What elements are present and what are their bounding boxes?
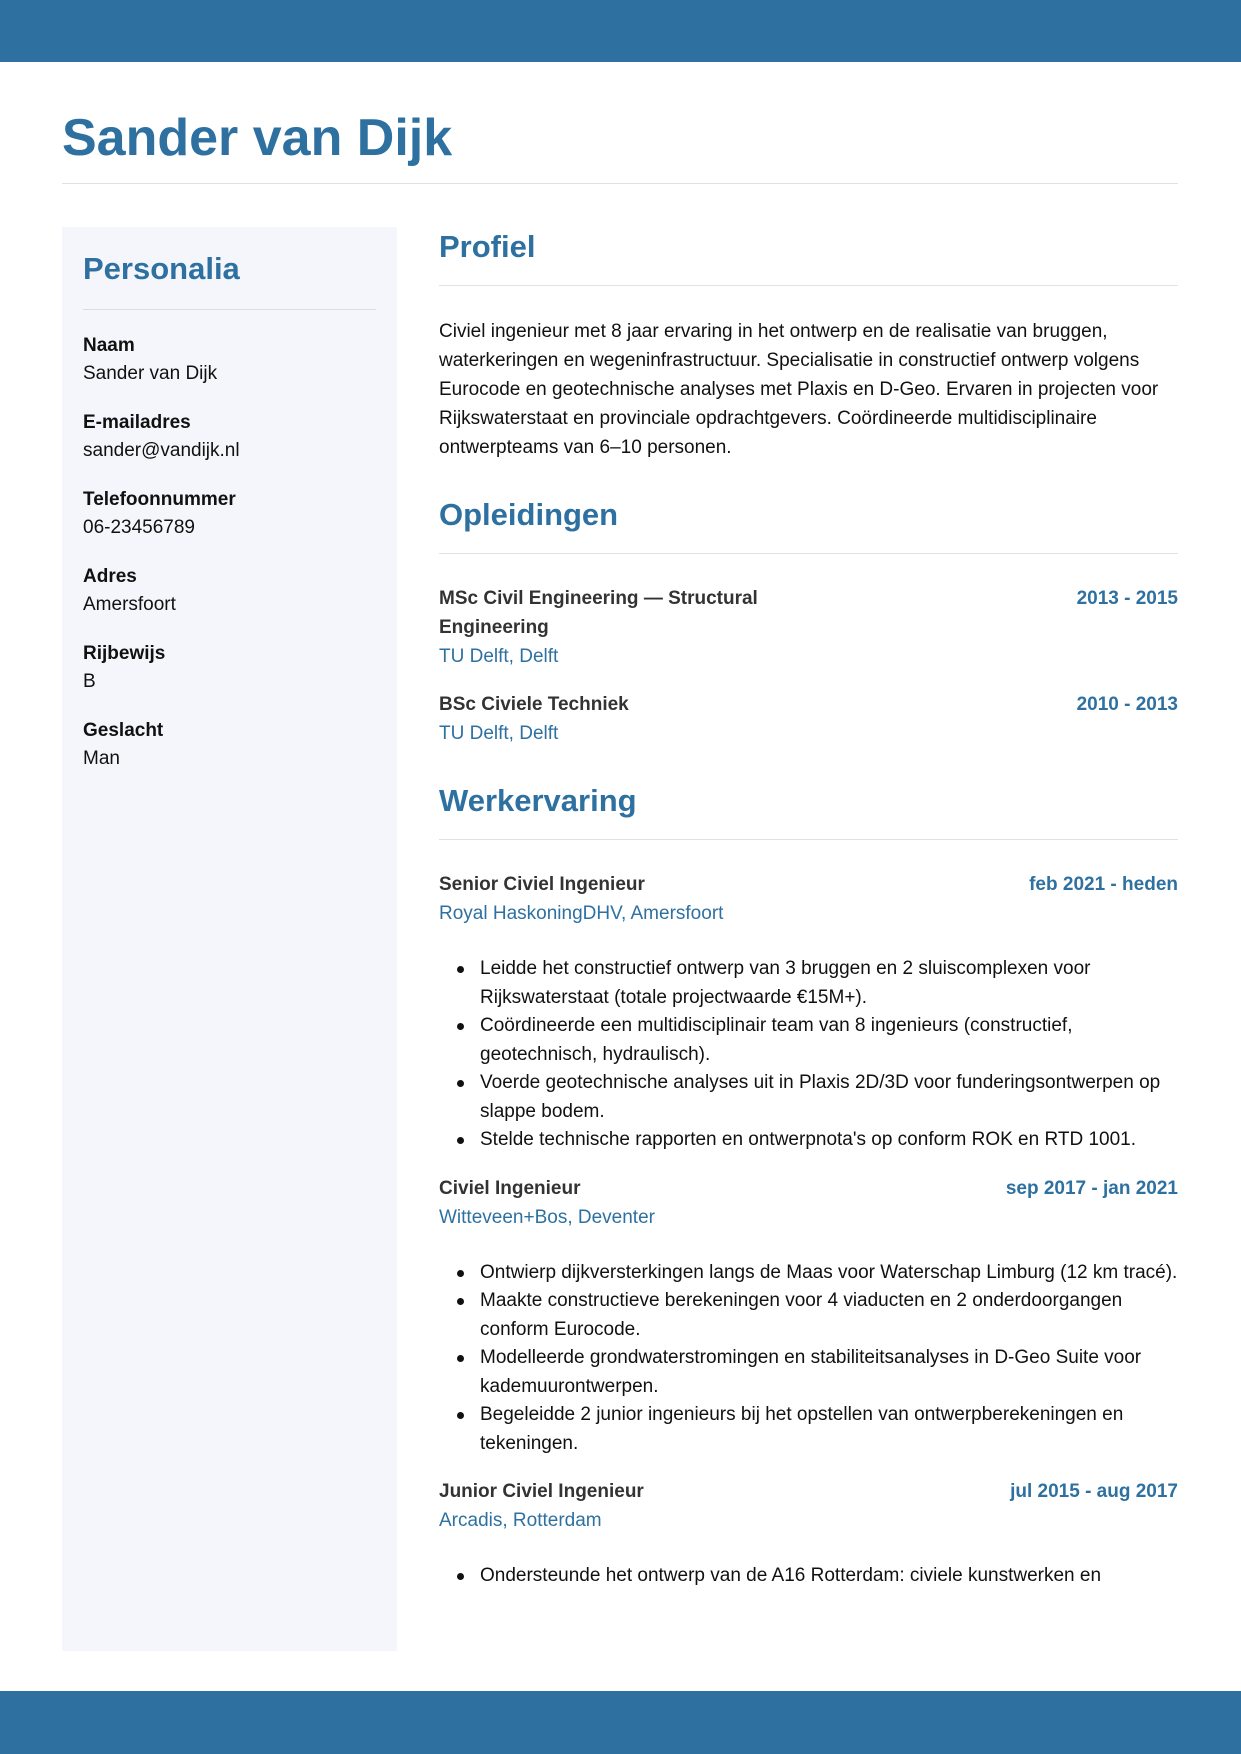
experience-entry [439, 1174, 1178, 1459]
experience-section [439, 778, 1178, 1591]
personalia-title: Personalia [83, 251, 240, 286]
personalia-value: Sander van Dijk [83, 363, 218, 384]
job-employer: Witteveen+Bos, Deventer [439, 1206, 655, 1228]
section-divider [439, 553, 1178, 554]
personalia-item-rijbewijs [83, 640, 376, 696]
personalia-item-naam [83, 332, 376, 388]
education-dates: 2013 - 2015 [1076, 588, 1178, 609]
personalia-item-geslacht [83, 717, 376, 773]
profile-title: Profiel [439, 229, 536, 264]
main-content [439, 224, 1178, 1591]
profile-section [439, 224, 1178, 462]
education-entry [439, 584, 1178, 671]
profile-text: Civiel ingenieur met 8 jaar ervaring in het ontwerp en de realisatie van bruggen, waterkeringen en wegeninfrastructuur. Specialisatie in constructief ontwerp volgens Eurocode en geotechnische analyses met Plaxis en D-Geo. Ervaren in projecten voor Rijkswaterstaat en provinciale opdrachtgevers. Coördineerde multidisciplinaire ontwerpteams van 6–10 personen. [439, 321, 1159, 458]
personalia-label: Geslacht [83, 720, 164, 741]
experience-entry [439, 870, 1178, 1155]
job-bullet-list [439, 955, 1178, 1155]
personalia-label: Naam [83, 335, 135, 356]
job-bullet-list [439, 1562, 1178, 1591]
personalia-label: Adres [83, 566, 137, 587]
experience-title: Werkervaring [439, 783, 637, 818]
job-bullet: Voerde geotechnische analyses uit in Plaxis 2D/3D voor funderingsontwerpen op slappe bodem. [480, 1069, 1178, 1126]
job-bullet-list [439, 1259, 1178, 1459]
education-section [439, 492, 1178, 748]
job-bullet: Leidde het constructief ontwerp van 3 bruggen en 2 sluiscomplexen voor Rijkswaterstaat (totale projectwaarde €15M+). [480, 955, 1178, 1012]
job-title: Junior Civiel Ingenieur [439, 1481, 644, 1502]
job-employer: Royal HaskoningDHV, Amersfoort [439, 903, 724, 924]
personalia-value: sander@vandijk.nl [83, 440, 240, 461]
job-title: Civiel Ingenieur [439, 1177, 581, 1199]
job-dates: jul 2015 - aug 2017 [1010, 1481, 1178, 1502]
job-bullet: Stelde technische rapporten en ontwerpnota's op conform ROK en RTD 1001. [480, 1126, 1178, 1155]
job-dates: sep 2017 - jan 2021 [1005, 1177, 1178, 1199]
section-divider [439, 285, 1178, 286]
job-bullet: Begeleidde 2 junior ingenieurs bij het opstellen van ontwerpberekeningen en tekeningen. [480, 1401, 1178, 1458]
personalia-value: 06-23456789 [83, 517, 195, 538]
education-institution: TU Delft, Delft [439, 723, 559, 744]
personalia-label: Telefoonnummer [83, 489, 236, 510]
personalia-item-telefoon [83, 486, 376, 542]
personalia-label: E-mailadres [83, 412, 191, 433]
section-divider [439, 839, 1178, 840]
job-bullet: Modelleerde grondwaterstromingen en stabiliteitsanalyses in D-Geo Suite voor kademuurontwerpen. [480, 1344, 1178, 1401]
personalia-value: Man [83, 748, 120, 769]
job-title: Senior Civiel Ingenieur [439, 874, 645, 895]
personalia-sidebar [62, 227, 397, 1651]
job-bullet: Ondersteunde het ontwerp van de A16 Rotterdam: civiele kunstwerken en [480, 1562, 1178, 1591]
education-degree: MSc Civil Engineering — Structural Engineering [439, 588, 758, 638]
job-bullet: Maakte constructieve berekeningen voor 4 viaducten en 2 onderdoorgangen conform Eurocode. [480, 1287, 1178, 1344]
personalia-value: B [83, 671, 96, 692]
personalia-label: Rijbewijs [83, 643, 166, 664]
education-entry [439, 690, 1178, 748]
cv-name-heading: Sander van Dijk [62, 109, 453, 167]
experience-entry [439, 1477, 1178, 1591]
personalia-item-email [83, 409, 376, 465]
personalia-item-adres [83, 563, 376, 619]
education-institution: TU Delft, Delft [439, 646, 559, 667]
job-employer: Arcadis, Rotterdam [439, 1510, 602, 1531]
job-bullet: Ontwierp dijkversterkingen langs de Maas voor Waterschap Limburg (12 km tracé). [480, 1259, 1178, 1288]
education-title: Opleidingen [439, 497, 619, 532]
header-divider [62, 183, 1178, 184]
job-dates: feb 2021 - heden [1029, 874, 1178, 895]
bottom-accent-bar [0, 1691, 1241, 1754]
personalia-divider [83, 309, 376, 310]
personalia-value: Amersfoort [83, 594, 176, 615]
job-bullet: Coördineerde een multidisciplinair team van 8 ingenieurs (constructief, geotechnisch, hydraulisch). [480, 1012, 1178, 1069]
top-accent-bar [0, 0, 1241, 62]
education-degree: BSc Civiele Techniek [439, 694, 629, 715]
education-dates: 2010 - 2013 [1076, 694, 1178, 715]
